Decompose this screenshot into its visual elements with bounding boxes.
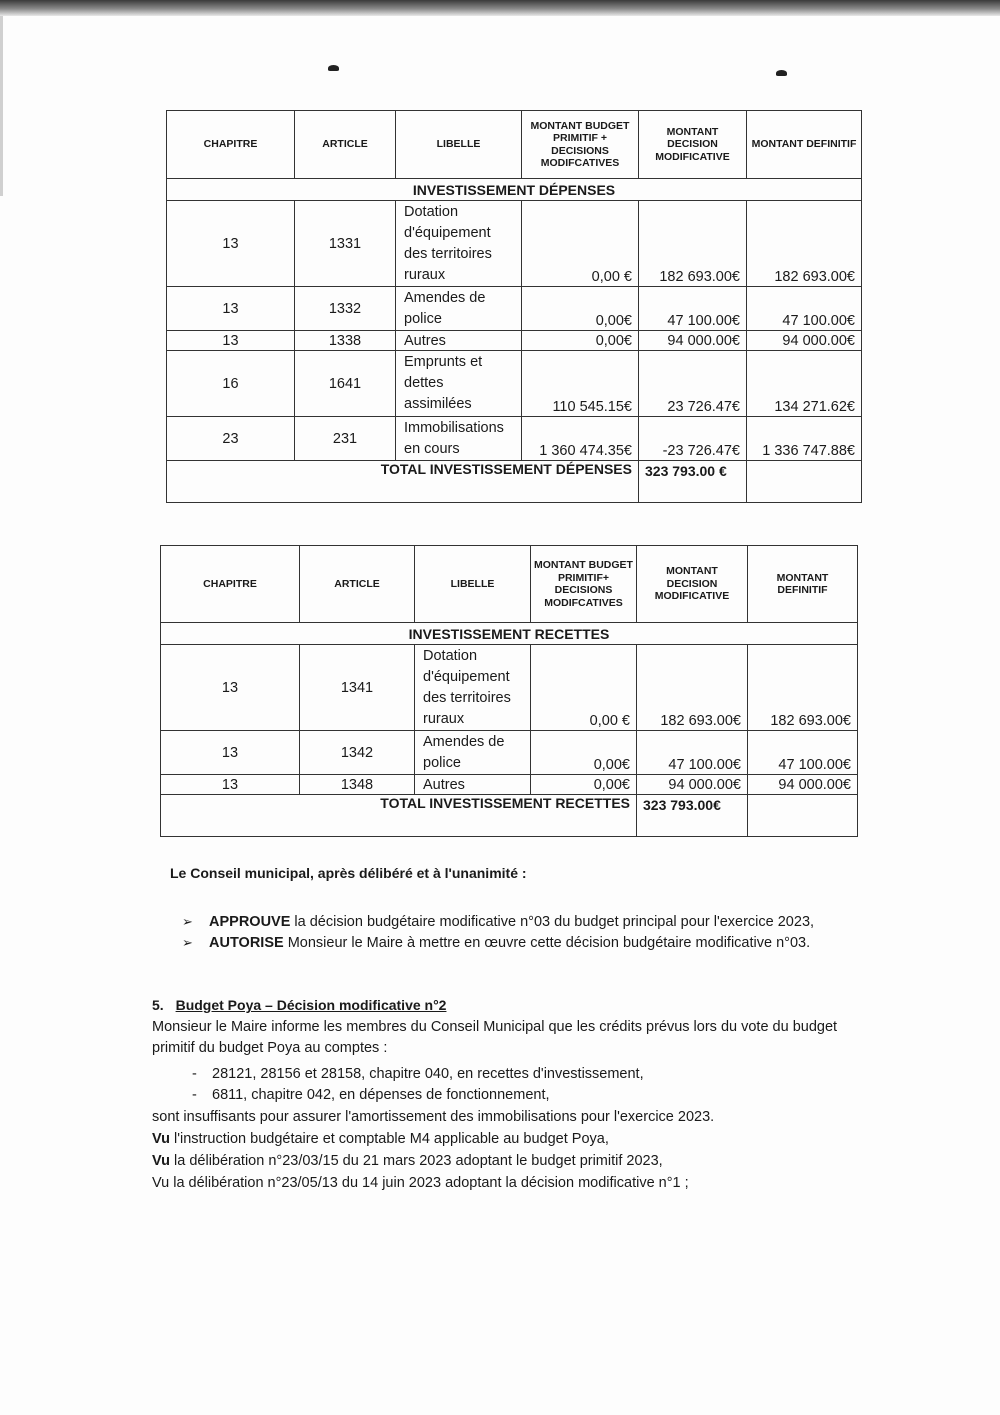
header-montant-dm: MONTANT DECISION MODIFICATIVE: [637, 546, 748, 623]
table-header-row: [167, 111, 862, 179]
cell-article: 1338: [295, 331, 396, 351]
scan-edge: [0, 0, 1000, 16]
cell-libelle: Amendes de police: [415, 731, 531, 775]
cell-article: 1348: [300, 775, 415, 795]
table-row: [167, 351, 862, 417]
total-row: [161, 795, 858, 837]
cell-montant-definitif: 1 336 747.88€: [747, 417, 862, 461]
cell-montant-bp: 0,00€: [522, 331, 639, 351]
cell-montant-bp: 0,00€: [531, 731, 637, 775]
table-row: [161, 731, 858, 775]
cell-chapitre: 13: [161, 645, 300, 731]
cell-montant-dm: 23 726.47€: [639, 351, 747, 417]
cell-montant-dm: 182 693.00€: [637, 645, 748, 731]
cell-article: 1331: [295, 201, 396, 287]
bullet-keyword: APPROUVE: [209, 914, 291, 930]
total-value: 323 793.00€: [637, 795, 748, 837]
scan-speck: [328, 65, 339, 71]
vu-line: Vu la délibération n°23/03/15 du 21 mars 2023 adoptant le budget primitif 2023,: [152, 1153, 663, 1169]
section-title: INVESTISSEMENT RECETTES: [161, 623, 858, 645]
bullet-autorise: [182, 933, 842, 953]
arrow-bullet-icon: ➢: [182, 914, 193, 929]
table-row: [167, 331, 862, 351]
vu-line: Vu l'instruction budgétaire et comptable M4 applicable au budget Poya,: [152, 1131, 609, 1147]
cell-libelle: Immobilisations en cours: [396, 417, 522, 461]
cell-montant-bp: 0,00 €: [522, 201, 639, 287]
header-libelle: LIBELLE: [396, 111, 522, 179]
recettes-table: [160, 545, 858, 837]
cell-article: 231: [295, 417, 396, 461]
scan-speck: [776, 70, 787, 76]
header-article: ARTICLE: [295, 111, 396, 179]
cell-chapitre: 13: [167, 201, 295, 287]
cell-libelle: Emprunts et dettes assimilées: [396, 351, 522, 417]
cell-chapitre: 23: [167, 417, 295, 461]
dash-item: - 6811, chapitre 042, en dépenses de fonctionnement,: [192, 1087, 550, 1103]
section-number: 5.: [152, 997, 164, 1013]
total-value: 323 793.00 €: [639, 461, 747, 503]
cell-article: 1341: [300, 645, 415, 731]
total-empty-cell: [748, 795, 858, 837]
header-montant-bp: MONTANT BUDGET PRIMITIF + DECISIONS MODIFCATIVES: [522, 111, 639, 179]
header-montant-definitif: MONTANT DEFINITIF: [748, 546, 858, 623]
cell-libelle: Dotation d'équipement des territoires ruraux: [415, 645, 531, 731]
section-title: INVESTISSEMENT DÉPENSES: [167, 179, 862, 201]
total-row: [167, 461, 862, 503]
section5-heading: [152, 995, 872, 1016]
cell-montant-definitif: 182 693.00€: [747, 201, 862, 287]
cell-montant-bp: 1 360 474.35€: [522, 417, 639, 461]
cell-article: 1641: [295, 351, 396, 417]
cell-libelle: Dotation d'équipement des territoires ruraux: [396, 201, 522, 287]
cell-chapitre: 13: [167, 287, 295, 331]
header-montant-definitif: MONTANT DEFINITIF: [747, 111, 862, 179]
cell-article: 1332: [295, 287, 396, 331]
cell-montant-dm: 182 693.00€: [639, 201, 747, 287]
bullet-text: Monsieur le Maire à mettre en œuvre cette décision budgétaire modificative n°03.: [283, 935, 811, 951]
table-header-row: [161, 546, 858, 623]
bullet-approuve: [182, 912, 872, 932]
bullet-text: la décision budgétaire modificative n°03 du budget principal pour l'exercice 2023,: [290, 914, 815, 930]
table-row: [161, 775, 858, 795]
cell-chapitre: 16: [167, 351, 295, 417]
cell-montant-bp: 0,00€: [531, 775, 637, 795]
header-montant-dm: MONTANT DECISION MODIFICATIVE: [639, 111, 747, 179]
cell-libelle: Autres: [415, 775, 531, 795]
cell-montant-bp: 110 545.15€: [522, 351, 639, 417]
table-row: [167, 201, 862, 287]
table-row: [161, 645, 858, 731]
cell-montant-definitif: 47 100.00€: [747, 287, 862, 331]
table-row: [167, 417, 862, 461]
cell-chapitre: 13: [167, 331, 295, 351]
total-label: TOTAL INVESTISSEMENT RECETTES: [161, 795, 637, 837]
header-libelle: LIBELLE: [415, 546, 531, 623]
cell-montant-bp: 0,00 €: [531, 645, 637, 731]
cell-montant-definitif: 94 000.00€: [748, 775, 858, 795]
vu-line: Vu la délibération n°23/05/13 du 14 juin 2023 adoptant la décision modificative n°1 ;: [152, 1175, 689, 1191]
cell-montant-dm: 47 100.00€: [639, 287, 747, 331]
header-montant-bp: MONTANT BUDGET PRIMITIF+ DECISIONS MODIFCATIVES: [531, 546, 637, 623]
scan-left-edge: [0, 16, 3, 196]
cell-article: 1342: [300, 731, 415, 775]
table-row: [167, 287, 862, 331]
cell-chapitre: 13: [161, 731, 300, 775]
cell-montant-definitif: 94 000.00€: [747, 331, 862, 351]
dash-item: - 28121, 28156 et 28158, chapitre 040, en recettes d'investissement,: [192, 1066, 644, 1082]
cell-chapitre: 13: [161, 775, 300, 795]
header-article: ARTICLE: [300, 546, 415, 623]
cell-libelle: Amendes de police: [396, 287, 522, 331]
insufficient-text: sont insuffisants pour assurer l'amortissement des immobilisations pour l'exercice 2023.: [152, 1109, 715, 1125]
cell-montant-dm: 94 000.00€: [639, 331, 747, 351]
header-chapitre: CHAPITRE: [167, 111, 295, 179]
cell-montant-definitif: 134 271.62€: [747, 351, 862, 417]
council-intro: Le Conseil municipal, après délibéré et à l'unanimité :: [170, 865, 527, 881]
depenses-table: [166, 110, 862, 503]
bullet-keyword: AUTORISE: [209, 935, 284, 951]
cell-montant-bp: 0,00€: [522, 287, 639, 331]
total-label: TOTAL INVESTISSEMENT DÉPENSES: [167, 461, 639, 503]
header-chapitre: CHAPITRE: [161, 546, 300, 623]
section-title: Budget Poya – Décision modificative n°2: [175, 997, 447, 1013]
cell-libelle: Autres: [396, 331, 522, 351]
total-empty-cell: [747, 461, 862, 503]
arrow-bullet-icon: ➢: [182, 935, 193, 950]
cell-montant-dm: -23 726.47€: [639, 417, 747, 461]
cell-montant-definitif: 182 693.00€: [748, 645, 858, 731]
cell-montant-dm: 47 100.00€: [637, 731, 748, 775]
section5-intro: Monsieur le Maire informe les membres du Conseil Municipal que les crédits prévus lors du vote du budget primitif du budget Poya au comptes :: [152, 1019, 838, 1056]
cell-montant-dm: 94 000.00€: [637, 775, 748, 795]
cell-montant-definitif: 47 100.00€: [748, 731, 858, 775]
